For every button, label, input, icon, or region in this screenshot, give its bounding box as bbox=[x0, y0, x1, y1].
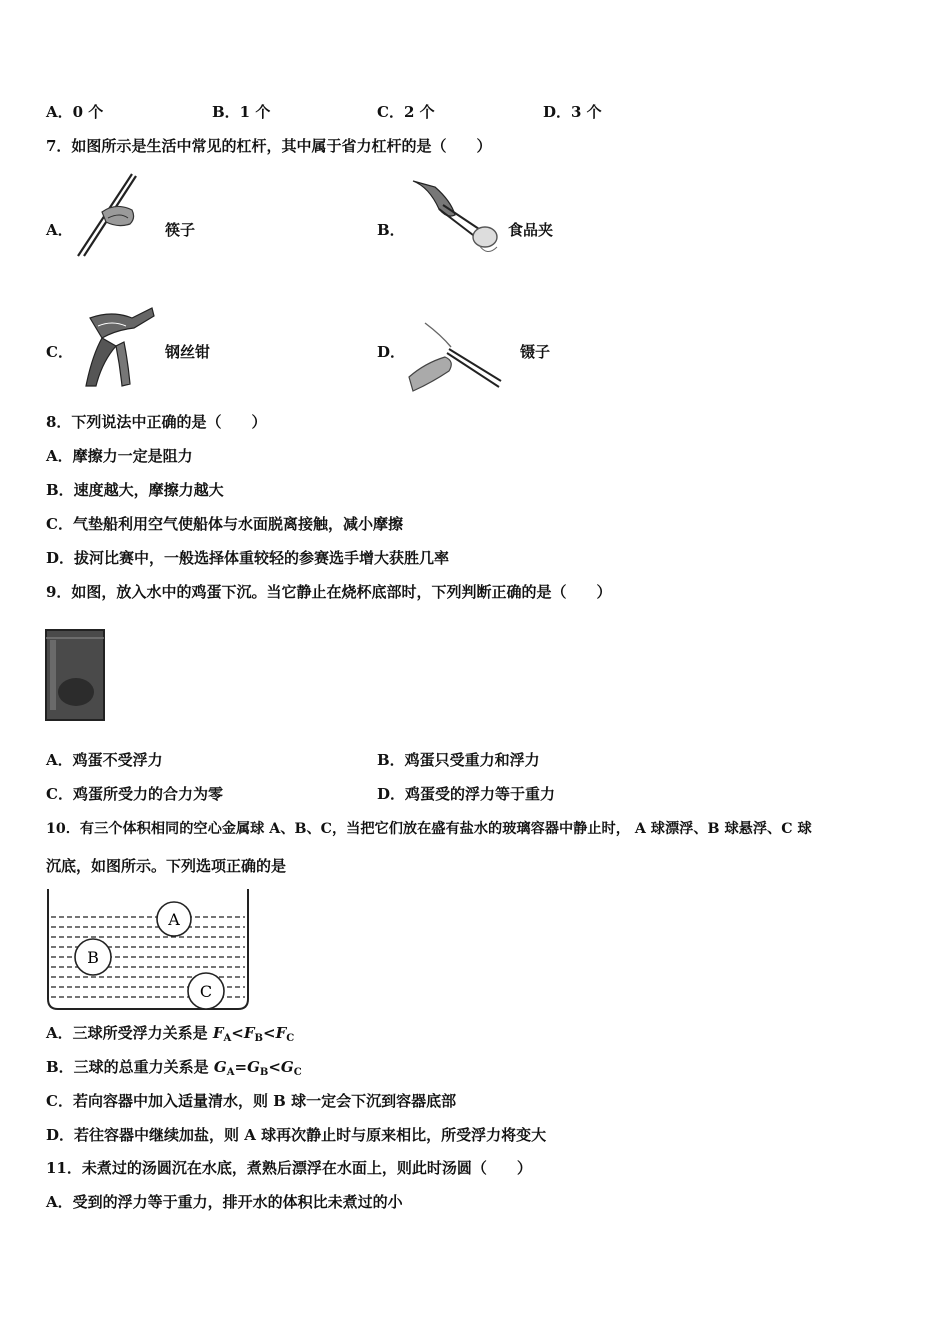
q7-d-letter: D． bbox=[377, 343, 406, 361]
q9-stem: 9．如图，放入水中的鸡蛋下沉。当它静止在烧杯底部时，下列判断正确的是（ ） bbox=[46, 583, 612, 601]
q7-c-label: 钢丝钳 bbox=[165, 343, 211, 361]
ball-a-label: A bbox=[168, 910, 180, 929]
q6-option-d: D．3 个 bbox=[543, 103, 602, 121]
q11-stem: 11．未煮过的汤圆沉在水底，煮熟后漂浮在水面上，则此时汤圆（ ） bbox=[46, 1159, 532, 1177]
q10-stem-line1: 10．有三个体积相同的空心金属球 A、B、C，当把它们放在盛有盐水的玻璃容器中静止时， A 球漂浮、B 球悬浮、C 球 bbox=[46, 821, 812, 837]
q10-option-b: B．三球的总重力关系是 $G_A=G_B<G_C$ bbox=[46, 1058, 302, 1078]
egg-beaker-image bbox=[44, 628, 106, 722]
q8-option-d: D．拔河比赛中，一般选择体重较轻的参赛选手增大获胜几率 bbox=[46, 549, 450, 567]
tweezers-image bbox=[405, 317, 505, 395]
q7-b-letter: B． bbox=[377, 221, 405, 239]
q8-option-c: C．气垫船利用空气使船体与水面脱离接触，减小摩擦 bbox=[46, 515, 403, 533]
q9-option-a: A．鸡蛋不受浮力 bbox=[46, 751, 163, 769]
ball-c-label: C bbox=[199, 982, 213, 1001]
q9-option-d: D．鸡蛋受的浮力等于重力 bbox=[377, 785, 556, 803]
q6-option-c: C．2 个 bbox=[377, 103, 435, 121]
q9-option-c: C．鸡蛋所受力的合力为零 bbox=[46, 785, 223, 803]
q7-b-label: 食品夹 bbox=[508, 221, 554, 239]
chopsticks-image bbox=[72, 172, 158, 258]
q6-option-a: A．0 个 bbox=[46, 103, 104, 121]
food-tongs-image bbox=[405, 175, 500, 260]
q8-option-a: A．摩擦力一定是阻力 bbox=[46, 447, 193, 465]
ball-b-label: B bbox=[87, 948, 99, 967]
q7-stem: 7．如图所示是生活中常见的杠杆，其中属于省力杠杆的是（ ） bbox=[46, 137, 492, 155]
q10-option-c: C．若向容器中加入适量清水，则 B 球一定会下沉到容器底部 bbox=[46, 1092, 457, 1110]
q10-option-a: A．三球所受浮力关系是 $F_A<F_B<F_C$ bbox=[46, 1024, 295, 1044]
q9-option-b: B．鸡蛋只受重力和浮力 bbox=[377, 751, 540, 769]
q7-c-letter: C． bbox=[46, 343, 73, 361]
q11-option-a: A．受到的浮力等于重力，排开水的体积比未煮过的小 bbox=[46, 1193, 403, 1211]
q8-stem: 8．下列说法中正确的是（ ） bbox=[46, 413, 267, 431]
pliers-image bbox=[72, 296, 158, 390]
q7-d-label: 镊子 bbox=[520, 343, 551, 361]
q7-a-letter: A． bbox=[46, 221, 73, 239]
q6-option-b: B．1 个 bbox=[212, 103, 271, 121]
q10-option-d: D．若往容器中继续加盐，则 A 球再次静止时与原来相比，所受浮力将变大 bbox=[46, 1126, 547, 1144]
q10-stem-line2: 沉底，如图所示。下列选项正确的是 bbox=[46, 857, 287, 875]
three-balls-container-diagram bbox=[46, 887, 250, 1013]
q8-option-b: B．速度越大，摩擦力越大 bbox=[46, 481, 224, 499]
q7-a-label: 筷子 bbox=[165, 221, 196, 239]
